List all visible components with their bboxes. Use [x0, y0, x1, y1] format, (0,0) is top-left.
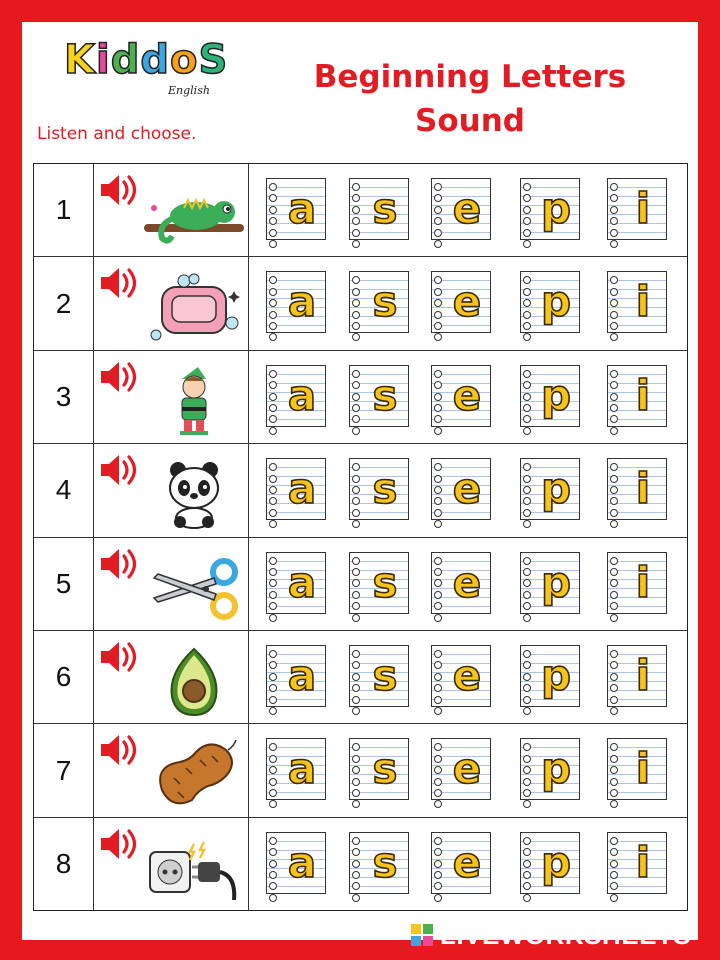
- question-row: [34, 351, 687, 444]
- instruction-text: Listen and choose.: [37, 124, 197, 144]
- notebook-rings: [269, 370, 279, 424]
- speaker-icon[interactable]: [98, 544, 142, 584]
- elf-icon: [144, 365, 244, 437]
- choice-letter: p: [540, 184, 572, 233]
- choice-card-a[interactable]: [266, 645, 326, 707]
- notebook-rings: [610, 276, 620, 330]
- notebook-rings: [352, 370, 362, 424]
- speaker-icon[interactable]: [98, 263, 142, 303]
- choice-letter: i: [635, 744, 651, 794]
- picture-cell: [94, 538, 249, 630]
- notebook-rings: [269, 650, 279, 704]
- page-title: Beginning Letters Sound: [313, 59, 627, 139]
- answer-grid: [33, 163, 688, 911]
- choice-card-i[interactable]: [607, 832, 667, 894]
- choice-letter: a: [287, 557, 317, 607]
- choice-letter: e: [452, 370, 482, 420]
- question-number: 3: [34, 351, 94, 443]
- choice-card-i[interactable]: [607, 738, 667, 800]
- notebook-rings: [269, 276, 279, 330]
- speaker-icon[interactable]: [98, 824, 142, 864]
- question-row: [34, 444, 687, 537]
- picture-cell: [94, 724, 249, 816]
- notebook-rings: [610, 463, 620, 517]
- question-number: 1: [34, 164, 94, 256]
- notebook-rings: [610, 650, 620, 704]
- notebook-rings: [352, 276, 362, 330]
- choice-letter: e: [452, 184, 482, 233]
- choice-card-e[interactable]: [431, 458, 491, 520]
- picture-cell: [94, 818, 249, 911]
- logo-subtitle: English: [168, 84, 210, 97]
- notebook-rings: [352, 837, 362, 891]
- question-row: [34, 257, 687, 350]
- choice-letter: s: [372, 651, 398, 700]
- choice-card-a[interactable]: [266, 458, 326, 520]
- speaker-icon[interactable]: [98, 357, 142, 397]
- liveworksheets-footer: LIVEWORKSHEETS: [410, 918, 691, 952]
- question-row: [34, 164, 687, 257]
- choice-card-p[interactable]: [520, 645, 580, 707]
- speaker-icon[interactable]: [98, 637, 142, 677]
- notebook-rings: [434, 370, 444, 424]
- choice-card-e[interactable]: [431, 738, 491, 800]
- picture-cell: [94, 164, 249, 256]
- choice-card-s[interactable]: [349, 458, 409, 520]
- notebook-rings: [434, 183, 444, 237]
- notebook-rings: [434, 650, 444, 704]
- notebook-rings: [610, 743, 620, 797]
- choice-letter: p: [540, 744, 572, 794]
- notebook-rings: [610, 837, 620, 891]
- choice-card-p[interactable]: [520, 458, 580, 520]
- choice-group: [249, 538, 689, 630]
- choice-letter: e: [452, 557, 482, 607]
- choice-letter: s: [372, 184, 398, 233]
- notebook-rings: [523, 837, 533, 891]
- choice-card-i[interactable]: [607, 552, 667, 614]
- choice-letter: a: [287, 370, 317, 420]
- notebook-rings: [610, 370, 620, 424]
- choice-card-a[interactable]: [266, 365, 326, 427]
- choice-card-s[interactable]: [349, 832, 409, 894]
- choice-card-s[interactable]: [349, 552, 409, 614]
- choice-group: [249, 724, 689, 816]
- choice-group: [249, 164, 689, 256]
- choice-letter: s: [372, 277, 398, 327]
- choice-card-s[interactable]: [349, 271, 409, 333]
- choice-card-e[interactable]: [431, 832, 491, 894]
- question-row: [34, 631, 687, 724]
- choice-letter: i: [635, 651, 651, 700]
- notebook-rings: [434, 743, 444, 797]
- choice-letter: a: [287, 464, 317, 514]
- choice-letter: i: [635, 184, 651, 233]
- question-number: 2: [34, 257, 94, 349]
- avocado-icon: [144, 645, 244, 717]
- peanut-icon: [144, 738, 244, 810]
- choice-card-e[interactable]: [431, 552, 491, 614]
- choice-group: [249, 631, 689, 723]
- choice-letter: i: [635, 370, 651, 420]
- notebook-rings: [434, 557, 444, 611]
- notebook-rings: [434, 837, 444, 891]
- choice-group: [249, 444, 689, 536]
- notebook-rings: [434, 276, 444, 330]
- choice-group: [249, 818, 689, 911]
- choice-letter: e: [452, 651, 482, 700]
- choice-card-s[interactable]: [349, 178, 409, 240]
- notebook-rings: [523, 370, 533, 424]
- question-number: 5: [34, 538, 94, 630]
- choice-card-s[interactable]: [349, 645, 409, 707]
- question-number: 8: [34, 818, 94, 911]
- choice-card-p[interactable]: [520, 738, 580, 800]
- scissors-icon: [144, 552, 244, 624]
- choice-card-i[interactable]: [607, 271, 667, 333]
- choice-group: [249, 257, 689, 349]
- choice-letter: i: [635, 277, 651, 327]
- choice-letter: p: [540, 837, 572, 887]
- notebook-rings: [610, 557, 620, 611]
- choice-letter: a: [287, 277, 317, 327]
- choice-card-i[interactable]: [607, 365, 667, 427]
- choice-letter: a: [287, 184, 317, 233]
- notebook-rings: [523, 650, 533, 704]
- choice-letter: e: [452, 744, 482, 794]
- choice-card-i[interactable]: [607, 458, 667, 520]
- choice-letter: s: [372, 744, 398, 794]
- liveworksheets-logo-icon: [410, 923, 434, 947]
- choice-card-s[interactable]: [349, 738, 409, 800]
- question-row: [34, 724, 687, 817]
- choice-letter: p: [540, 464, 572, 514]
- choice-card-a[interactable]: [266, 178, 326, 240]
- choice-letter: p: [540, 651, 572, 700]
- choice-letter: a: [287, 744, 317, 794]
- speaker-icon[interactable]: [98, 450, 142, 490]
- notebook-rings: [523, 557, 533, 611]
- picture-cell: [94, 351, 249, 443]
- choice-card-e[interactable]: [431, 178, 491, 240]
- notebook-rings: [352, 557, 362, 611]
- choice-letter: i: [635, 837, 651, 887]
- notebook-rings: [269, 557, 279, 611]
- notebook-rings: [352, 743, 362, 797]
- notebook-rings: [523, 743, 533, 797]
- notebook-rings: [352, 183, 362, 237]
- speaker-icon[interactable]: [98, 730, 142, 770]
- question-number: 7: [34, 724, 94, 816]
- notebook-rings: [269, 463, 279, 517]
- choice-letter: a: [287, 651, 317, 700]
- notebook-rings: [434, 463, 444, 517]
- picture-cell: [94, 257, 249, 349]
- choice-letter: i: [635, 557, 651, 607]
- panda-icon: [144, 458, 244, 530]
- choice-group: [249, 351, 689, 443]
- choice-card-s[interactable]: [349, 365, 409, 427]
- notebook-rings: [352, 463, 362, 517]
- choice-letter: s: [372, 557, 398, 607]
- choice-card-a[interactable]: [266, 832, 326, 894]
- chameleon-icon: [144, 178, 244, 250]
- choice-card-p[interactable]: [520, 271, 580, 333]
- question-row: [34, 818, 687, 911]
- choice-card-p[interactable]: [520, 365, 580, 427]
- notebook-rings: [523, 463, 533, 517]
- notebook-rings: [269, 183, 279, 237]
- choice-letter: e: [452, 464, 482, 514]
- choice-card-p[interactable]: [520, 832, 580, 894]
- notebook-rings: [269, 837, 279, 891]
- choice-letter: i: [635, 464, 651, 514]
- plug-socket-icon: [144, 832, 244, 904]
- choice-card-e[interactable]: [431, 365, 491, 427]
- choice-card-a[interactable]: [266, 738, 326, 800]
- choice-letter: a: [287, 837, 317, 887]
- question-number: 6: [34, 631, 94, 723]
- picture-cell: [94, 631, 249, 723]
- choice-card-e[interactable]: [431, 645, 491, 707]
- choice-card-i[interactable]: [607, 645, 667, 707]
- kiddos-logo: KiddoS English: [64, 37, 229, 97]
- choice-card-i[interactable]: [607, 178, 667, 240]
- choice-letter: s: [372, 464, 398, 514]
- speaker-icon[interactable]: [98, 170, 142, 210]
- choice-card-a[interactable]: [266, 552, 326, 614]
- choice-card-e[interactable]: [431, 271, 491, 333]
- choice-letter: e: [452, 277, 482, 327]
- choice-letter: s: [372, 370, 398, 420]
- notebook-rings: [523, 276, 533, 330]
- choice-letter: p: [540, 277, 572, 327]
- choice-letter: p: [540, 370, 572, 420]
- question-row: [34, 538, 687, 631]
- picture-cell: [94, 444, 249, 536]
- choice-letter: e: [452, 837, 482, 887]
- choice-card-a[interactable]: [266, 271, 326, 333]
- question-number: 4: [34, 444, 94, 536]
- notebook-rings: [352, 650, 362, 704]
- notebook-rings: [610, 183, 620, 237]
- notebook-rings: [523, 183, 533, 237]
- soap-icon: [144, 271, 244, 343]
- choice-card-p[interactable]: [520, 552, 580, 614]
- choice-card-p[interactable]: [520, 178, 580, 240]
- notebook-rings: [269, 743, 279, 797]
- choice-letter: s: [372, 837, 398, 887]
- choice-letter: p: [540, 557, 572, 607]
